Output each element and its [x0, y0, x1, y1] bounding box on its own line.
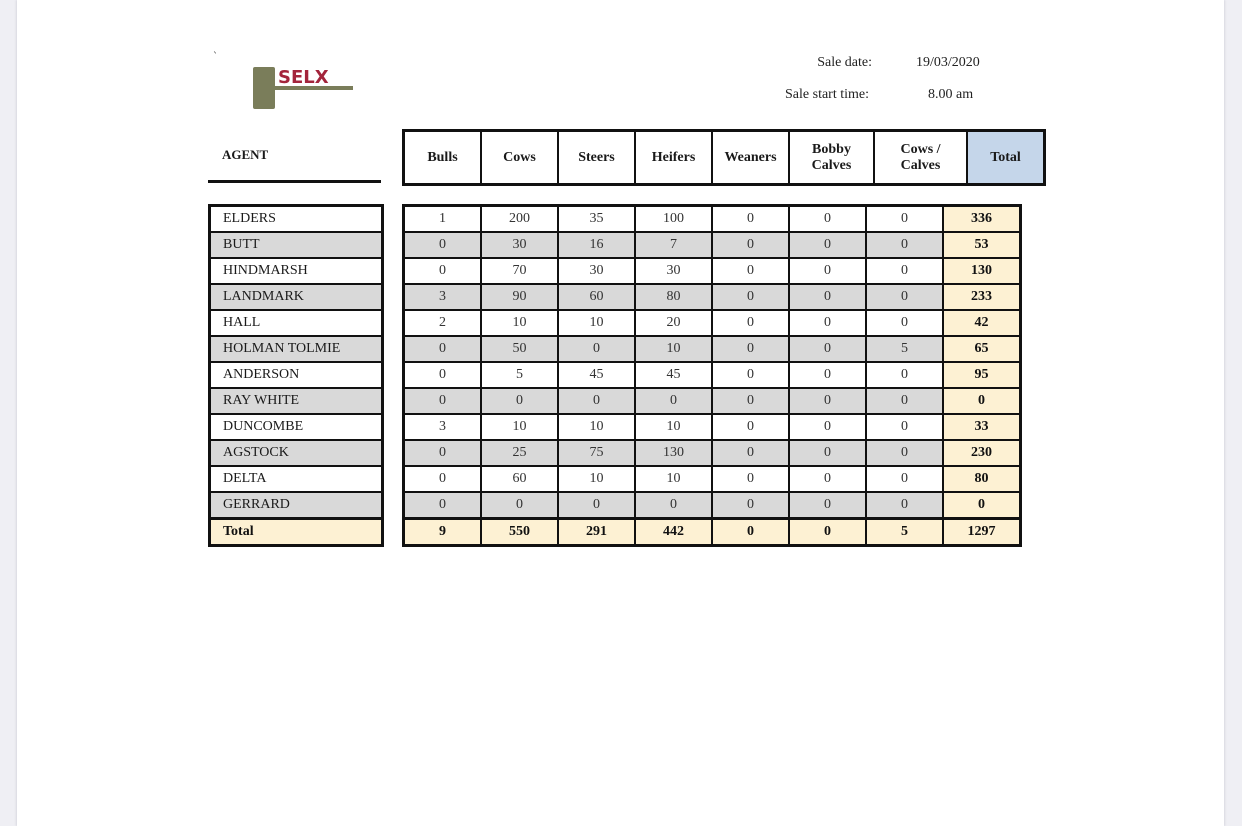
logo-text: SELX: [278, 67, 329, 88]
cell-bulls: 0: [404, 466, 482, 492]
header-heifers: Heifers: [635, 131, 712, 185]
table-row: [404, 388, 1021, 414]
cell-steers: 0: [558, 336, 635, 362]
cell-steers: 10: [558, 414, 635, 440]
cell-steers: 0: [558, 492, 635, 519]
cell-row-total: 336: [943, 206, 1021, 233]
cell-heifers: 100: [635, 206, 712, 233]
cell-bulls: 0: [404, 440, 482, 466]
cell-row-total: 33: [943, 414, 1021, 440]
table-row: [404, 232, 1021, 258]
cell-weaners: 0: [712, 440, 789, 466]
cell-weaners: 0: [712, 206, 789, 233]
cell-bobby-calves: 0: [789, 388, 866, 414]
cell-bobby-calves: 0: [789, 258, 866, 284]
table-row: [404, 414, 1021, 440]
table-row: [404, 466, 1021, 492]
agent-name: ANDERSON: [210, 362, 383, 388]
cell-weaners: 0: [712, 414, 789, 440]
cell-cows-calves: 0: [866, 362, 943, 388]
header-cows: Cows: [481, 131, 558, 185]
gavel-logo-icon: [253, 64, 357, 110]
sale-start-label: Sale start time:: [785, 87, 869, 102]
table-row: [404, 362, 1021, 388]
total-bulls: 9: [404, 519, 482, 546]
cell-heifers: 80: [635, 284, 712, 310]
agent-name: DUNCOMBE: [210, 414, 383, 440]
agent-name: LANDMARK: [210, 284, 383, 310]
cell-cows-calves: 0: [866, 414, 943, 440]
agent-row: [210, 232, 383, 258]
cell-cows: 0: [481, 492, 558, 519]
cell-cows-calves: 0: [866, 258, 943, 284]
agent-name: HALL: [210, 310, 383, 336]
cell-steers: 0: [558, 388, 635, 414]
agent-total-row: [210, 519, 383, 546]
cell-cows: 5: [481, 362, 558, 388]
cell-steers: 16: [558, 232, 635, 258]
cell-bulls: 0: [404, 388, 482, 414]
cell-cows-calves: 5: [866, 336, 943, 362]
cell-steers: 75: [558, 440, 635, 466]
grand-total: 1297: [943, 519, 1021, 546]
cell-bobby-calves: 0: [789, 232, 866, 258]
cell-cows-calves: 0: [866, 206, 943, 233]
cell-cows: 10: [481, 310, 558, 336]
header-weaners: Weaners: [712, 131, 789, 185]
cell-bulls: 1: [404, 206, 482, 233]
category-header-table: [402, 129, 1046, 186]
cell-row-total: 42: [943, 310, 1021, 336]
agent-row: [210, 362, 383, 388]
cell-row-total: 65: [943, 336, 1021, 362]
cell-heifers: 7: [635, 232, 712, 258]
agent-row: [210, 206, 383, 233]
cell-weaners: 0: [712, 492, 789, 519]
header-bulls: Bulls: [404, 131, 482, 185]
cell-cows-calves: 0: [866, 232, 943, 258]
cell-heifers: 30: [635, 258, 712, 284]
agent-name: HINDMARSH: [210, 258, 383, 284]
cell-cows: 0: [481, 388, 558, 414]
cell-steers: 45: [558, 362, 635, 388]
sale-start-value: 8.00 am: [928, 87, 974, 102]
cell-steers: 10: [558, 310, 635, 336]
sale-date-label: Sale date:: [817, 55, 872, 70]
cell-cows: 70: [481, 258, 558, 284]
cell-weaners: 0: [712, 388, 789, 414]
cell-heifers: 20: [635, 310, 712, 336]
cell-bobby-calves: 0: [789, 336, 866, 362]
cell-cows-calves: 0: [866, 440, 943, 466]
total-cows: 550: [481, 519, 558, 546]
header-steers: Steers: [558, 131, 635, 185]
cell-weaners: 0: [712, 310, 789, 336]
agent-row: [210, 336, 383, 362]
cell-cows-calves: 0: [866, 310, 943, 336]
cell-cows: 25: [481, 440, 558, 466]
cell-cows: 60: [481, 466, 558, 492]
cell-bulls: 2: [404, 310, 482, 336]
cell-bobby-calves: 0: [789, 492, 866, 519]
cell-heifers: 0: [635, 388, 712, 414]
total-heifers: 442: [635, 519, 712, 546]
cell-bobby-calves: 0: [789, 414, 866, 440]
table-row: [404, 284, 1021, 310]
cell-steers: 60: [558, 284, 635, 310]
cell-heifers: 130: [635, 440, 712, 466]
cell-cows-calves: 0: [866, 388, 943, 414]
cell-heifers: 10: [635, 336, 712, 362]
cell-bulls: 0: [404, 232, 482, 258]
table-row: [404, 310, 1021, 336]
header-total: Total: [967, 131, 1045, 185]
agent-list-table: [208, 204, 384, 547]
cell-cows-calves: 0: [866, 492, 943, 519]
table-row: [404, 440, 1021, 466]
total-steers: 291: [558, 519, 635, 546]
cell-heifers: 0: [635, 492, 712, 519]
agent-name: RAY WHITE: [210, 388, 383, 414]
cell-cows: 50: [481, 336, 558, 362]
agent-row: [210, 310, 383, 336]
agent-row: [210, 440, 383, 466]
cell-bobby-calves: 0: [789, 362, 866, 388]
cell-row-total: 80: [943, 466, 1021, 492]
cell-bulls: 0: [404, 258, 482, 284]
cell-row-total: 130: [943, 258, 1021, 284]
cell-weaners: 0: [712, 466, 789, 492]
cell-row-total: 95: [943, 362, 1021, 388]
document-page: [17, 0, 1224, 826]
cell-steers: 10: [558, 466, 635, 492]
stock-numbers-table: [402, 204, 1022, 547]
agent-row: [210, 466, 383, 492]
total-label: Total: [210, 519, 383, 546]
agent-name: GERRARD: [210, 492, 383, 519]
cell-weaners: 0: [712, 258, 789, 284]
total-weaners: 0: [712, 519, 789, 546]
cell-bobby-calves: 0: [789, 284, 866, 310]
cell-bobby-calves: 0: [789, 440, 866, 466]
agent-row: [210, 388, 383, 414]
cell-bobby-calves: 0: [789, 310, 866, 336]
header-cows-calves: Cows / Calves: [874, 131, 967, 185]
cell-weaners: 0: [712, 232, 789, 258]
table-row: [404, 492, 1021, 519]
agent-column-header: AGENT: [208, 129, 381, 183]
total-cows-calves: 5: [866, 519, 943, 546]
stray-mark: `: [213, 52, 218, 63]
cell-bulls: 0: [404, 362, 482, 388]
cell-row-total: 0: [943, 388, 1021, 414]
cell-cows: 30: [481, 232, 558, 258]
total-bobby-calves: 0: [789, 519, 866, 546]
cell-steers: 30: [558, 258, 635, 284]
agent-row: [210, 492, 383, 519]
cell-bulls: 0: [404, 492, 482, 519]
cell-heifers: 10: [635, 414, 712, 440]
cell-bulls: 3: [404, 414, 482, 440]
cell-cows: 200: [481, 206, 558, 233]
cell-bulls: 0: [404, 336, 482, 362]
cell-bobby-calves: 0: [789, 466, 866, 492]
cell-cows: 10: [481, 414, 558, 440]
cell-weaners: 0: [712, 284, 789, 310]
cell-heifers: 45: [635, 362, 712, 388]
agent-row: [210, 284, 383, 310]
agent-name: HOLMAN TOLMIE: [210, 336, 383, 362]
table-row: [404, 206, 1021, 233]
agent-row: [210, 414, 383, 440]
cell-row-total: 53: [943, 232, 1021, 258]
header-bobby-calves: Bobby Calves: [789, 131, 874, 185]
totals-row: [404, 519, 1021, 546]
table-row: [404, 258, 1021, 284]
cell-cows-calves: 0: [866, 466, 943, 492]
cell-weaners: 0: [712, 362, 789, 388]
agent-name: ELDERS: [210, 206, 383, 233]
cell-cows-calves: 0: [866, 284, 943, 310]
agent-name: AGSTOCK: [210, 440, 383, 466]
agent-name: DELTA: [210, 466, 383, 492]
cell-row-total: 0: [943, 492, 1021, 519]
cell-bulls: 3: [404, 284, 482, 310]
table-row: [404, 336, 1021, 362]
cell-bobby-calves: 0: [789, 206, 866, 233]
cell-row-total: 230: [943, 440, 1021, 466]
cell-heifers: 10: [635, 466, 712, 492]
agent-row: [210, 258, 383, 284]
cell-cows: 90: [481, 284, 558, 310]
cell-row-total: 233: [943, 284, 1021, 310]
cell-weaners: 0: [712, 336, 789, 362]
cell-steers: 35: [558, 206, 635, 233]
sale-date-value: 19/03/2020: [916, 55, 980, 70]
agent-name: BUTT: [210, 232, 383, 258]
